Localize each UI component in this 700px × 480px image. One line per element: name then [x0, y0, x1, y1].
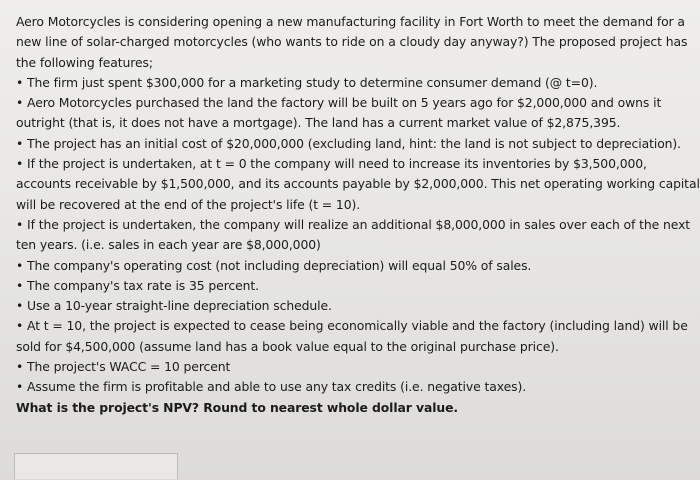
- bullet-depreciation: • Use a 10-year straight-line depreciation schedule.: [16, 298, 332, 314]
- bullet-operating-cost: • The company's operating cost (not including depreciation) will equal 50% of sales.: [16, 257, 532, 273]
- bullet-land-purchase: • Aero Motorcycles purchased the land the factory will be built on 5 years ago for $2,000,000 and owns it: [16, 95, 662, 111]
- problem-line: sold for $4,500,000 (assume land has a book value equal to the original purchase price).: [16, 338, 559, 354]
- problem-line: the following features;: [16, 54, 153, 70]
- problem-line: will be recovered at the end of the project's life (t = 10).: [16, 196, 361, 212]
- bullet-initial-cost: • The project has an initial cost of $20,000,000 (excluding land, hint: the land is not subject to depreciation).: [16, 135, 681, 151]
- problem-text: [16, 12, 700, 418]
- problem-line: Aero Motorcycles is considering opening a new manufacturing facility in Fort Worth to meet the demand for a: [16, 14, 685, 29]
- problem-line: outright (that is, it does not have a mortgage). The land has a current market value of $2,875,395.: [16, 115, 621, 131]
- question-prompt: What is the project's NPV? Round to nearest whole dollar value.: [16, 399, 458, 415]
- problem-line: ten years. (i.e. sales in each year are $8,000,000): [16, 237, 321, 253]
- bullet-salvage: • At t = 10, the project is expected to cease being economically viable and the factory (including land) will be: [16, 318, 688, 334]
- bullet-tax-rate: • The company's tax rate is 35 percent.: [16, 277, 260, 293]
- problem-line: accounts receivable by $1,500,000, and its accounts payable by $2,000,000. This net operating working capital: [16, 176, 700, 192]
- bullet-sales: • If the project is undertaken, the company will realize an additional $8,000,000 in sales over each of the next: [16, 216, 691, 232]
- problem-line: new line of solar-charged motorcycles (who wants to ride on a cloudy day anyway?) The proposed project has: [16, 34, 688, 50]
- bullet-marketing-study: • The firm just spent $300,000 for a marketing study to determine consumer demand (@ t=0).: [16, 74, 598, 90]
- bullet-tax-credits: • Assume the firm is profitable and able to use any tax credits (i.e. negative taxes).: [16, 379, 527, 395]
- answer-input[interactable]: [14, 453, 178, 479]
- bullet-wacc: • The project's WACC = 10 percent: [16, 359, 231, 375]
- bullet-working-capital: • If the project is undertaken, at t = 0 the company will need to increase its inventories by $3,500,000,: [16, 156, 647, 172]
